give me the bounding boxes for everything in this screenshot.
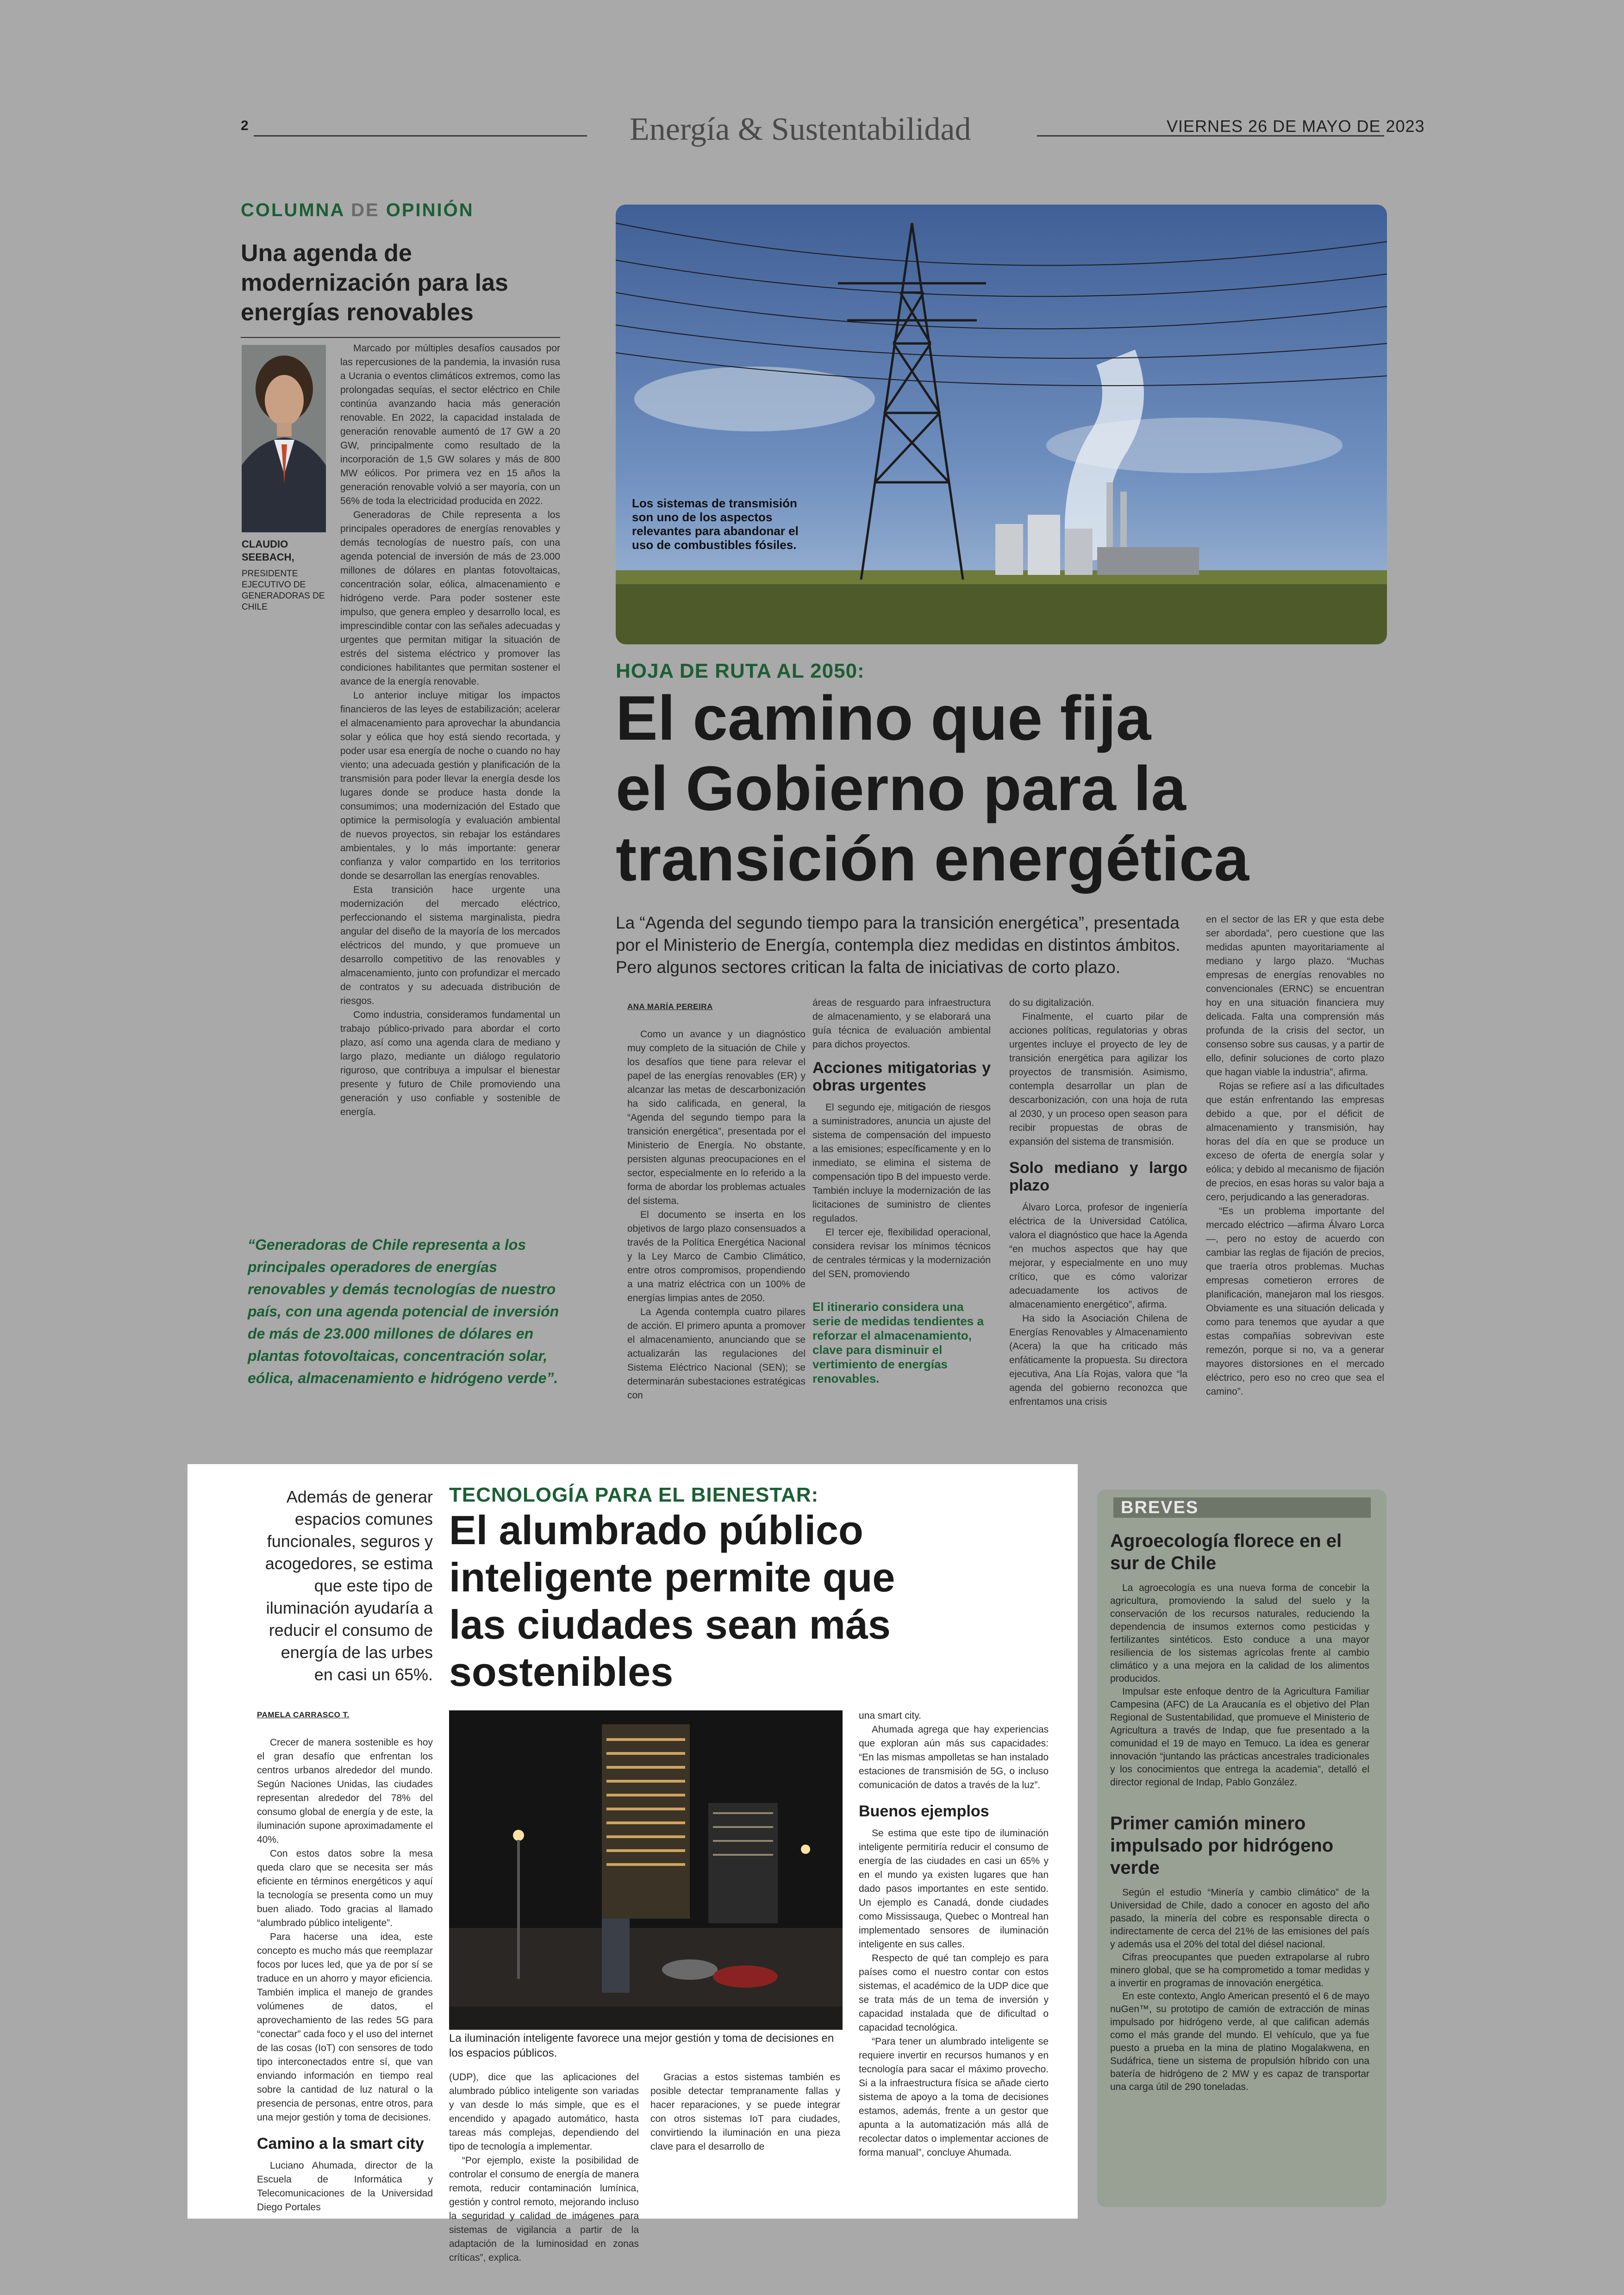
main-column-4 <box>1206 913 1384 1399</box>
lighting-subheading: Camino a la smart city <box>257 2135 424 2152</box>
page-number: 2 <box>241 118 249 133</box>
lighting-kicker: TECNOLOGÍA PARA EL BIENESTAR: <box>449 1484 819 1506</box>
lighting-column-3 <box>650 2070 840 2154</box>
opinion-body <box>340 342 560 1119</box>
main-highlight: El itinerario considera una serie de medidas tendientes a reforzar el almacenamiento, clave para disminuir el vertimiento de energías renovables. <box>812 1300 984 1385</box>
main-column-3 <box>1009 996 1187 1409</box>
header-rule-left <box>254 135 587 137</box>
author-first-name: CLAUDIO <box>242 538 288 550</box>
lighting-byline: PAMELA CARRASCO T. <box>257 1710 350 1719</box>
main-paragraph: áreas de resguardo para infraestructura de almacenamiento, y se elaborará una guía técnica de evaluación ambiental para dichos proyectos. <box>812 998 991 1050</box>
opinion-paragraph: Marcado por múltiples desafíos causados por las repercusiones de la pandemia, la invasión rusa a Ucrania o eventos climáticos extremos, como las prolongadas sequías, el sector eléctrico en Chile continúa avanzando hacia más generación renovable. En 2022, la capacidad instalada de generación renovable aumentó de 17 GW a 20 GW, principalmente como resultado de la incorporación de 1,5 GW solares y más de 800 MW eólicos. Por primera vez en 15 años la generación renovable volvió a ser mayoría, con un 56% de toda la electricidad producida en 2022. <box>340 343 560 506</box>
main-paragraph: Finalmente, el cuarto pilar de acciones políticas, regulatorias y obras urgentes incluye el proyecto de ley de transición energética para agilizar los proyectos de transmisión. Asimismo, contempla desarrollar un plan de descarbonización, con una hoja de ruta al 2030, y un proceso open season para recibir propuestas de obras de expansión del sistema de transmisión. <box>1009 1011 1187 1147</box>
main-paragraph: El documento se inserta en los objetivos de largo plazo consensuados a través de la Política Energética Nacional y la Ley Marco de Cambio Climático, entre otros compromisos, propendiendo a una matriz eléctrica con un 100% de energías limpias antes de 2050. <box>627 1210 806 1303</box>
lighting-paragraph: Respecto de qué tan complejo es para países como el nuestro contar con estos sistemas, el académico de la UDP dice que se trata más de un tema de inversión y capacidad instalada que de dificultad o capacidad tecnológica. <box>859 1953 1049 2033</box>
lighting-paragraph: Ahumada agrega que hay experiencias que exploran aún más sus capacidades: “En las mismas ampolletas se han instalado estaciones de transmisión de 5G, o incluso comunicación de datos a través de la luz”. <box>859 1724 1049 1790</box>
lighting-column-2 <box>449 2070 639 2265</box>
main-paragraph: Como un avance y un diagnóstico muy completo de la situación de Chile y los desafíos que tiene para relevar el papel de las energías renovables (ER) y alcanzar las metas de descarbonización ha sido calificada, en general, la “Agenda del segundo tiempo para la transición energética”, presentada por el Ministerio de Energía. No obstante, persisten algunas preocupaciones en el sector, especialmente en lo referido a la forma de abordar los problemas actuales del sistema. <box>627 1029 806 1206</box>
author-portrait <box>242 345 326 532</box>
breve-paragraph: En este contexto, Anglo American presentó el 6 de mayo nuGen™, su prototipo de camión de extracción de minas impulsado por hidrógeno verde, al que califican además como el más grande del mundo. El vehículo, que ya fue puesto a prueba en la mina de platino Mogalakwena, en Sudáfrica, tiene un sistema de propulsión híbrido con una batería de hidrógeno de 2 MW y es capaz de transportar una carga útil de 290 toneladas. <box>1110 1991 1369 2092</box>
main-lead: La “Agenda del segundo tiempo para la transición energética”, presentada por el Ministerio de Energía, contempla diez medidas en distintos ámbitos. Pero algunos sectores critican la falta de iniciativas de corto plazo. <box>616 913 1181 977</box>
lighting-paragraph: “Para tener un alumbrado inteligente se requiere invertir en recursos humanos y en tecnología para sacar el máximo provecho. Si a la infraestructura física se añade cierto sistema de apoyo a la toma de decisiones estamos, además, frente a un gestor que apunta a la automatización más allá de recolectar datos o implementar acciones de forma manual”, concluye Ahumada. <box>859 2036 1049 2158</box>
main-paragraph: en el sector de las ER y que esta debe ser abordada”, pero cuestione que las medidas apunten mayoritariamente al mediano y largo plazo. “Muchas empresas de energías renovables no convencionales (ERNC) se encuentran hoy en una situación financiera muy delicada. Falta una comprensión más profunda de la crisis del sector, un consenso sobre sus causas, y a partir de ello, definir soluciones de corto plazo que hagan viable la industria”, afirma. <box>1206 914 1384 1078</box>
author-name <box>242 538 334 564</box>
lighting-paragraph: Luciano Ahumada, director de la Escuela de Informática y Telecomunicaciones de la Universidad Diego Portales <box>257 2160 433 2213</box>
transmission-tower-photo <box>616 205 1387 644</box>
lighting-paragraph: Se estima que este tipo de iluminación inteligente permitiría reducir el consumo de energía de las ciudades en casi un 65% y en el mundo ya existen lugares que han dado pasos importantes en este sentido. Un ejemplo es Canadá, donde ciudades como Mississauga, Quebec o Montreal han implementado sensores de iluminación inteligente en sus calles. <box>859 1828 1049 1950</box>
lighting-paragraph: una smart city. <box>859 1710 921 1721</box>
main-kicker: HOJA DE RUTA AL 2050: <box>616 660 865 682</box>
main-subheading: Solo mediano y largo plazo <box>1009 1159 1187 1194</box>
main-paragraph: do su digitalización. <box>1009 998 1094 1008</box>
main-paragraph: Ha sido la Asociación Chilena de Energías Renovables y Almacenamiento (Acera) la que ha criticado más enfáticamente la propuesta. Su directora ejecutiva, Ana Lía Rojas, valora que “la agenda del gobierno reconozca que enfrentamos una crisis <box>1009 1313 1187 1407</box>
main-paragraph: El tercer eje, flexibilidad operacional, considera revisar los mínimos técnicos de centrales térmicas y la modernización del SEN, promoviendo <box>812 1227 991 1279</box>
breve-body <box>1110 1582 1369 1789</box>
lighting-column-1 <box>257 1708 433 2214</box>
lighting-paragraph: Con estos datos sobre la mesa queda claro que se necesita ser más eficiente en términos energéticos y aquí la tecnología se presenta como un muy buen aliado. Todo gracias al llamado “alumbrado público inteligente”. <box>257 1848 433 1928</box>
main-paragraph: “Es un problema importante del mercado eléctrico —afirma Álvaro Lorca—, pero no estoy de acuerdo con cambiar las reglas de fijación de precios, que traería otros problemas. Muchas empresas cometieron errores de planificación, manejaron mal los riesgos. Obviamente es una situación delicada y como para tenemos que ayudar a que estas compañías sobrevivan este remezón, porque si no, va a generar mayores distorsiones en el mercado eléctrico, pero eso no creo que sea el camino”. <box>1206 1206 1384 1397</box>
opinion-kicker <box>241 200 474 221</box>
pull-quote: “Generadoras de Chile representa a los principales operadores de energías renovables y demás tecnologías de nuestro país, con una agenda potencial de inversión de más de 23.000 millones de dólares en plantas fotovoltaicas, concentración solar, eólica, almacenamiento e hidrógeno verde”. <box>248 1236 559 1386</box>
main-paragraph: Rojas se refiere así a las dificultades que están enfrentando las empresas debido a que, por el déficit de almacenamiento y transmisión, hay horas del día en que se produce un exceso de oferta de energía solar y eólica; y debido al mecanismo de fijación de precios, en esas horas su valor baja a cero, perjudicando a las generadoras. <box>1206 1081 1384 1203</box>
opinion-paragraph: Generadoras de Chile representa a los principales operadores de energías renovables y demás tecnologías de nuestro país, con una agenda potencial de inversión de más de 23.000 millones de dólares en plantas fotovoltaicas, concentración solar, eólica, almacenamiento e hidrógeno verde. Para poder sostener este impulso, que genera empleo y desarrollo local, es imprescindible contar con las señales adecuadas y urgentes que permitan mitigar la situación de estrés del sistema eléctrico y promover las condiciones habilitantes que permitan sostener el avance de la energía renovable. <box>340 510 560 687</box>
city-photo-caption: La iluminación inteligente favorece una mejor gestión y toma de decisiones en los espacios públicos. <box>449 2032 834 2059</box>
kicker-word-3: OPINIÓN <box>386 200 474 220</box>
breve-paragraph: Cifras preocupantes que pueden extrapolarse al rubro minero global, que se ha comprometido a tomar medidas y a invertir en programas de innovación energética. <box>1110 1952 1369 1989</box>
lighting-side-text: Además de generar espacios comunes funcionales, seguros y acogedores, se estima que este tipo de iluminación ayudaría a reducir el consumo de energía de las urbes en casi un 65%. <box>265 1487 433 1684</box>
headline-line: transición energética <box>616 823 1249 894</box>
main-subheading: Acciones mitigatorias y obras urgentes <box>812 1059 991 1094</box>
breves-label: BREVES <box>1113 1497 1371 1518</box>
main-paragraph: La Agenda contempla cuatro pilares de acción. El primero apunta a promover el almacenamiento, anunciando que se actualizarán las regulaciones del Sistema Eléctrico Nacional (SEN); se determinarán subestaciones estratégicas con <box>627 1307 806 1401</box>
author-last-name: SEEBACH, <box>242 551 294 563</box>
lighting-subheading: Buenos ejemplos <box>859 1802 989 1820</box>
main-photo-caption: Los sistemas de transmisión son uno de los aspectos relevantes para abandonar el uso de combustibles fósiles. <box>632 496 799 552</box>
lighting-column-4 <box>859 1709 1049 2160</box>
lighting-headline: El alumbrado público inteligente permite que las ciudades sean más sostenibles <box>449 1507 895 1695</box>
main-paragraph: El segundo eje, mitigación de riesgos a suministradores, anuncia un ajuste del sistema de compensación del impuesto a las emisiones; específicamente y en lo inmediato, se elimina el sistema de compensación tipo B del impuesto verde. También incluye la modernización de las licitaciones de suministro de clientes regulados. <box>812 1102 991 1224</box>
main-column-1 <box>627 1000 806 1403</box>
main-paragraph: Álvaro Lorca, profesor de ingeniería eléctrica de la Universidad Católica, valora el diagnóstico que hace la Agenda “en muchos aspectos que hay que mejorar, y especialmente en uno muy crítico, que es cómo valorizar adecuadamente los activos de almacenamiento energético”, afirma. <box>1009 1202 1187 1310</box>
kicker-word-2: DE <box>351 200 380 220</box>
night-city-photo <box>449 1710 843 2030</box>
headline-line: el Gobierno para la <box>616 753 1186 823</box>
opinion-headline: Una agenda de modernización para las energías renovables <box>241 240 508 326</box>
breve-paragraph: Impulsar este enfoque dentro de la Agricultura Familiar Campesina (AFC) de La Araucanía es el objetivo del Plan Regional de Sustentabilidad, que promueve el Ministerio de Agricultura a través de Indap, que fue presentado a la comunidad el 19 de mayo en Temuco. La idea es generar innovación “juntando las prácticas ancestrales tradicionales y los conocimientos que entrega la academia”, detalló el director regional de Indap, Pablo González. <box>1110 1686 1369 1788</box>
main-column-2 <box>812 996 991 1386</box>
kicker-word-1: COLUMNA <box>241 200 344 220</box>
breve-body <box>1110 1886 1369 2094</box>
opinion-paragraph: Esta transición hace urgente una modernización del mercado eléctrico, perfeccionando el sistema marginalista, piedra angular del diseño de la mayoría de los mercados eléctricos del mundo, y que promueve un desarrollo competitivo de las renovables y almacenamiento, junto con profundizar el mercado de contratos y su adecuada distribución de riesgos. <box>340 885 560 1006</box>
breve-title: Agroecología florece en el sur de Chile <box>1110 1531 1342 1573</box>
opinion-paragraph: Lo anterior incluye mitigar los impactos financieros de las leyes de estabilización; acelerar el almacenamiento para aprovechar la abundancia solar y eólica que hoy está siendo recortada, y poder usar esa energía de noche o cuando no hay viento; una adecuada gestión y planificación de la transmisión para poder llevar la energía desde los lugares donde se produce hasta donde la consumimos; una modernización del Estado que optimice la permisología y evaluación ambiental de nuevos proyectos, sin rebajar los estándares ambientales, y lo más importante: generar confianza y valor compartido en los territorios donde se desarrollan las energías renovables. <box>340 690 560 881</box>
breves-content <box>1110 1530 1369 2094</box>
opinion-paragraph: Como industria, consideramos fundamental un trabajo público-privado para abordar el corto plazo, así como una agenda clara de mediano y largo plazo, mediante un diálogo regulatorio riguroso, que contribuya a impulsar el bienestar presente y futuro de Chile promoviendo una generación y uso confiable y sostenible de energía. <box>340 1010 560 1117</box>
breve-title: Primer camión minero impulsado por hidrógeno verde <box>1110 1813 1334 1878</box>
lighting-paragraph: “Por ejemplo, existe la posibilidad de controlar el consumo de energía de manera remota, reducir contaminación lumínica, gestión y control remoto, mejorando incluso la seguridad y calidad de imágenes para sistemas de vigilancia a partir de la adaptación de la luminosidad en zonas críticas”, explica. <box>449 2155 639 2263</box>
main-headline <box>616 683 1380 894</box>
lighting-paragraph: Crecer de manera sostenible es hoy el gran desafío que enfrentan los centros urbanos alrededor del mundo. Según Naciones Unidas, las ciudades representan alrededor del 78% del consumo global de energía y de este, la iluminación supone aproximadamente el 40%. <box>257 1737 433 1845</box>
headline-line: El camino que fija <box>616 683 1151 753</box>
lighting-paragraph: Para hacerse una idea, este concepto es mucho más que reemplazar focos por luces led, que ya de por sí se traduce en un ahorro y mayor eficiencia. También implica el manejo de grandes volúmenes de datos, el aprovechamiento de las redes 5G para “conectar” cada foco y el uso del internet de las cosas (IoT) con sensores de todo tipo interconectados entre sí, que van enviando información en tiempo real sobre la cantidad de luz natural o la presencia de personas, entre otros, para una mejor gestión y toma de decisiones. <box>257 1932 433 2123</box>
lighting-paragraph: (UDP), dice que las aplicaciones del alumbrado público inteligente son variadas y van desde lo más simple, que es el encendido y apagado automático, hasta tareas más complejas, dependiendo del tipo de tecnología a implementar. <box>449 2072 639 2152</box>
issue-date: VIERNES 26 DE MAYO DE 2023 <box>1167 117 1425 136</box>
opinion-rule <box>241 337 560 338</box>
section-title: Energía & Sustentabilidad <box>630 112 971 147</box>
breve-paragraph: Según el estudio “Minería y cambio climático” de la Universidad de Chile, dado a conocer en agosto del año pasado, la minería del cobre es responsable directa o indirectamente de cerca del 21% de las emisiones del país y además usa el 20% del total del diésel nacional. <box>1110 1887 1369 1950</box>
author-role: PRESIDENTE EJECUTIVO DE GENERADORAS DE CHILE <box>242 569 325 612</box>
lighting-paragraph: Gracias a estos sistemas también es posible detectar tempranamente fallas y hacer reparaciones, y se puede integrar con otros sistemas IoT para ciudades, convirtiendo la iluminación en una pieza clave para el desarrollo de <box>650 2072 840 2152</box>
breve-paragraph: La agroecología es una nueva forma de concebir la agricultura, promoviendo la salud del suelo y la conservación de los recursos naturales, reduciendo la dependencia de insumos externos como pesticidas y fertilizantes sintéticos. Esto conduce a una mayor resiliencia de los sistemas agrícolas frente al cambio climático y a una mejora en la calidad de los alimentos producidos. <box>1110 1583 1369 1684</box>
main-byline: ANA MARÍA PEREIRA <box>627 1002 713 1011</box>
